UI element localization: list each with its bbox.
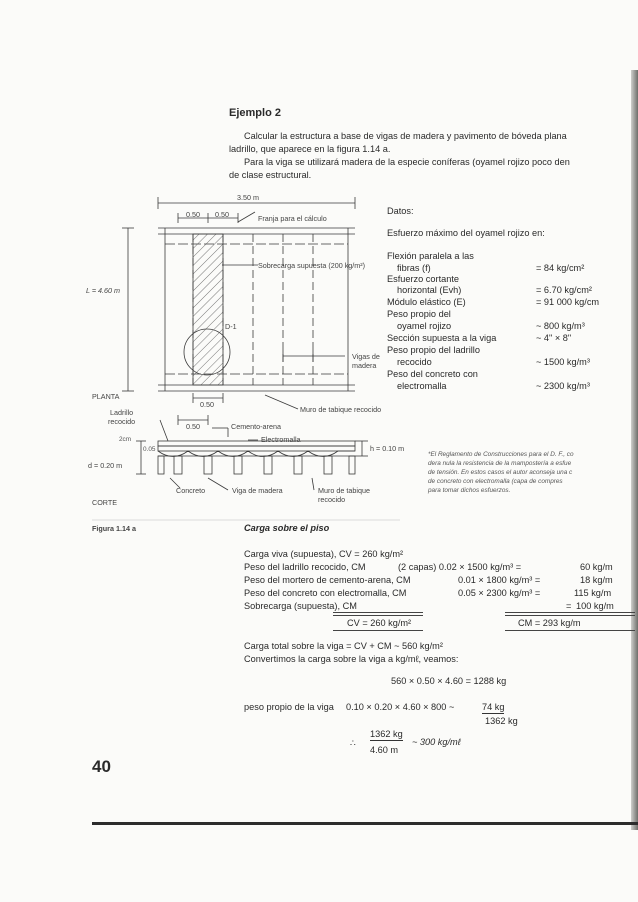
label-muro-1: Muro de tabique (318, 486, 370, 495)
dim-050-a: 0.50 (186, 210, 200, 219)
dim-050-d: 0.50 (186, 422, 200, 431)
dim-h: h = 0.10 m (370, 444, 405, 453)
bottom-rule (92, 822, 638, 825)
intro-line-3: Para la viga se utilizará madera de la especie coníferas (oyamel rojizo poco den (244, 157, 570, 167)
dim-050-c: 0.50 (200, 400, 214, 409)
datos-row-value: ~ 4" × 8" (536, 333, 572, 343)
dim-005: 0.05 (143, 446, 156, 453)
carga-row-value: 115 kg/m (574, 588, 612, 598)
label-electromalla: Electromalla (261, 435, 301, 444)
datos-row-label: fibras (f) (397, 263, 431, 273)
carga-row-label: Peso del mortero de cemento-arena, CM (244, 575, 411, 585)
label-concreto: Concreto (176, 486, 206, 495)
note-line-1: *El Reglamento de Construcciones para el D. F., co (428, 451, 574, 458)
carga-title: Carga sobre el piso (244, 523, 330, 533)
pp-value: 74 kg (482, 702, 505, 712)
datos-row-label: recocido (397, 357, 432, 367)
carga-row-label: Sobrecarga (supuesta), CM (244, 601, 357, 611)
dim-2cm: 2cm (119, 436, 132, 443)
datos-row-value: ~ 1500 kg/m³ (536, 357, 590, 367)
cv-total: CV = 260 kg/m² (347, 618, 412, 628)
label-ladrillo-2: recocido (108, 417, 136, 426)
pp-label: peso propio de la viga (244, 702, 334, 712)
datos-row-label: electromalla (397, 381, 447, 391)
carga-row-value: 60 kg/m (580, 562, 613, 572)
datos-row-label: Peso propio del ladrillo (387, 345, 480, 355)
label-muro-tabique: Muro de tabique recocido (300, 405, 382, 414)
label-viga-madera: Viga de madera (232, 486, 283, 495)
datos-row-value: = 84 kg/cm² (536, 263, 585, 273)
page-number: 40 (92, 757, 111, 776)
calc-line-1: 560 × 0.50 × 4.60 = 1288 kg (391, 676, 507, 686)
cm-total: CM = 293 kg/m (518, 618, 581, 628)
label-sobrecarga: Sobrecarga supuesta (200 kg/m²) (258, 261, 366, 270)
pp-calc: 0.10 × 0.20 × 4.60 × 800 ~ (346, 702, 455, 712)
carga-row-calc: 0.01 × 1800 kg/m³ = (458, 575, 541, 585)
carga-row-value: 18 kg/m (580, 575, 613, 585)
cm-total-under (505, 630, 635, 631)
carga-row-calc: 0.05 × 2300 kg/m³ = (458, 588, 541, 598)
carga-row-label: Carga viva (supuesta), CV = 260 kg/m² (244, 549, 404, 559)
label-vigas-2: madera (352, 361, 377, 370)
dim-top: 3.50 m (237, 193, 259, 202)
label-cemento: Cemento-arena (231, 422, 281, 431)
datos-row-label: horizontal (Evh) (397, 285, 462, 295)
datos-row-label: Esfuerzo cortante (387, 274, 460, 284)
label-ladrillo-1: Ladrillo (110, 408, 134, 417)
figure-caption: Figura 1.14 a (92, 524, 136, 533)
note-line-3: de tensión. En estos casos el autor aconseja una c (428, 469, 573, 476)
datos-row-label: Módulo elástico (E) (387, 297, 466, 307)
fraction-denominator: 4.60 m (370, 745, 399, 755)
cm-total-rule (505, 612, 635, 616)
dim-l: L = 4.60 m (86, 286, 121, 295)
label-corte: CORTE (92, 498, 118, 507)
note-line-4: de concreto con electromalla (capa de compres (428, 478, 563, 485)
datos-row-label: Flexión paralela a las (387, 251, 474, 261)
datos-row-value: ~ 800 kg/m³ (536, 321, 585, 331)
therefore-sign: ∴ (350, 738, 356, 748)
label-franja: Franja para el cálculo (258, 214, 327, 223)
datos-row-label: Sección supuesta a la viga (387, 333, 497, 343)
label-vigas-1: Vigas de (352, 352, 380, 361)
carga-row-calc: (2 capas) 0.02 × 1500 kg/m³ = (398, 562, 522, 572)
example-title: Ejemplo 2 (229, 107, 281, 119)
intro-line-2: ladrillo, que aparece en la figura 1.14 a. (229, 144, 391, 154)
convert-line: Convertimos la carga sobre la viga a kg/mℓ, veamos: (244, 654, 459, 664)
datos-row-label: oyamel rojizo (397, 321, 452, 331)
datos-row-value: = 91 000 kg/cm (536, 297, 600, 307)
carga-row-value: 100 kg/m (576, 601, 614, 611)
fraction-result: ~ 300 kg/mℓ (412, 737, 461, 747)
note-line-5: para tomar dichos esfuerzos. (428, 487, 511, 494)
label-muro-2: recocido (318, 495, 346, 504)
dim-d: d = 0.20 m (88, 461, 123, 470)
sum-value: 1362 kg (485, 716, 518, 726)
intro-line-4: de clase estructural. (229, 170, 312, 180)
carga-row-calc: = (566, 601, 572, 611)
datos-row-value: = 6.70 kg/cm² (536, 285, 592, 295)
dim-050-b: 0.50 (215, 210, 229, 219)
carga-row-label: Peso del ladrillo recocido, CM (244, 562, 366, 572)
cv-total-under (333, 630, 423, 631)
datos-row-label: Peso del concreto con (387, 369, 478, 379)
carga-row-label: Peso del concreto con electromalla, CM (244, 588, 407, 598)
intro-line-1: Calcular la estructura a base de vigas de madera y pavimento de bóveda plana (244, 131, 567, 141)
note-line-2: dera nula la resistencia de la mampostería a esfue (428, 460, 572, 467)
datos-title: Datos: (387, 206, 414, 216)
label-planta: PLANTA (92, 392, 120, 401)
total-line: Carga total sobre la viga = CV + CM ~ 560 kg/m² (244, 641, 443, 651)
datos-row-label: Peso propio del (387, 309, 451, 319)
cv-total-rule (333, 612, 423, 616)
datos-subtitle: Esfuerzo máximo del oyamel rojizo en: (387, 228, 545, 238)
label-d1: D-1 (225, 322, 237, 331)
fraction-numerator: 1362 kg (370, 729, 403, 739)
datos-row-value: ~ 2300 kg/m³ (536, 381, 590, 391)
